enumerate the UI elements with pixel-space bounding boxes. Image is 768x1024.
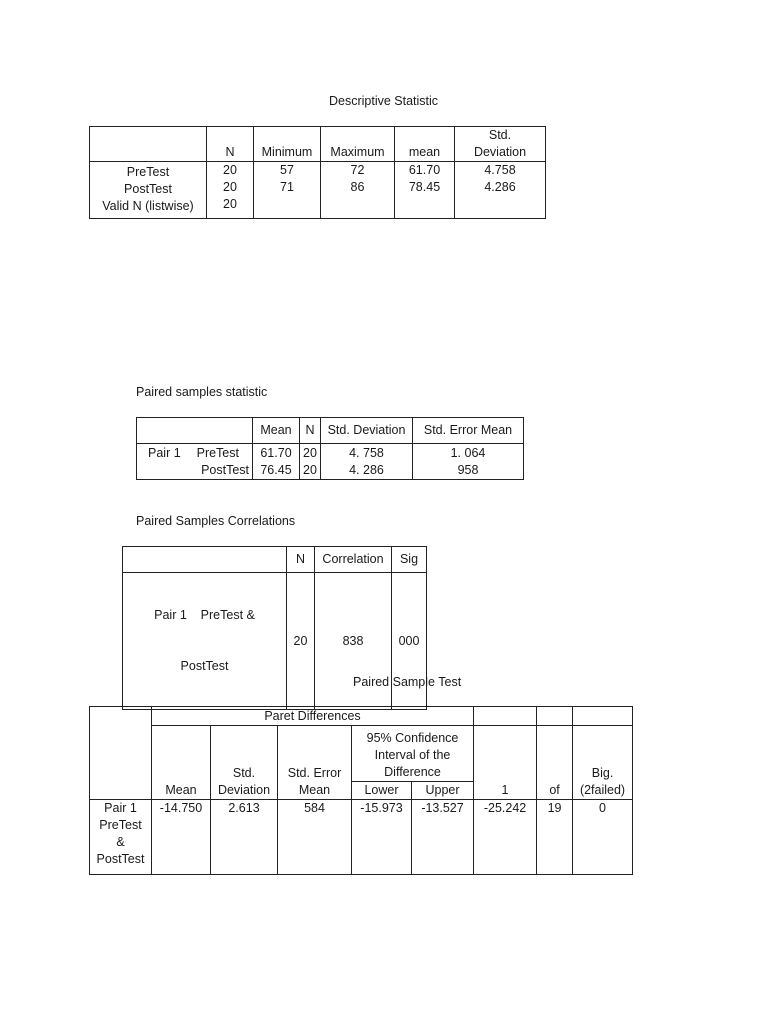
paired-stats-body-row <box>137 444 524 480</box>
correlations-header-row <box>123 547 427 573</box>
descriptive-header-minimum: Minimum <box>254 127 321 162</box>
descriptive-header-n: N <box>207 127 254 162</box>
correlations-header-n: N <box>287 547 315 573</box>
sd-pretest: 4.758 <box>484 163 516 177</box>
ps-sd-pretest: 4. 758 <box>349 445 384 460</box>
std-line2: Deviation <box>473 145 527 159</box>
n-valid: 20 <box>223 197 237 211</box>
paired-test-header-mean: Mean <box>152 726 211 800</box>
pt-ci-line3: Difference <box>384 765 441 779</box>
paired-test-header-sd <box>211 726 278 800</box>
paired-test-body-row <box>90 800 633 875</box>
corr-label-line2: PostTest <box>180 659 229 673</box>
paired-test-header-upper: Upper <box>412 782 474 800</box>
correlations-label <box>123 573 287 710</box>
paired-test-ci-header <box>352 726 474 782</box>
max-posttest: 86 <box>350 180 365 194</box>
paired-test-header-row-1 <box>90 707 633 726</box>
n-pretest: 20 <box>223 163 237 177</box>
pt-sig-line1: Big. <box>591 766 614 780</box>
correlations-correlation-value: 838 <box>315 573 392 710</box>
paired-test-header-se <box>278 726 352 800</box>
correlations-header-correlation: Correlation <box>315 547 392 573</box>
paired-test-header-lower: Lower <box>352 782 412 800</box>
mean-posttest: 78.45 <box>408 180 441 194</box>
paired-test-df-value: 19 <box>537 800 573 875</box>
paired-test-title: Paired Sample Test <box>353 675 462 689</box>
min-pretest: 57 <box>280 163 294 177</box>
descriptive-table <box>89 126 546 219</box>
paired-test-t-value: -25.242 <box>474 800 537 875</box>
std-line1: Std. <box>488 128 512 142</box>
max-pretest: 72 <box>350 163 365 177</box>
ps-n-posttest: 20 <box>303 462 317 477</box>
paired-stats-header-n: N <box>300 418 321 444</box>
paired-stats-labels <box>137 444 253 480</box>
paired-stats-header-se: Std. Error Mean <box>413 418 524 444</box>
descriptive-header-mean: mean <box>395 127 455 162</box>
paired-test-header-row-2 <box>90 726 633 782</box>
ps-mean-posttest: 76.45 <box>260 462 292 477</box>
pt-label-posttest: PostTest <box>96 852 145 866</box>
n-posttest: 20 <box>223 180 237 194</box>
paired-stats-label-pretest: PreTest <box>196 445 239 460</box>
paired-test-mean-value: -14.750 <box>152 800 211 875</box>
descriptive-header-std-deviation <box>455 127 546 162</box>
pt-se-line1: Std. Error <box>287 766 342 780</box>
paired-test-group-header: Paret Differences <box>152 707 474 726</box>
paired-stats-mean-values <box>253 444 300 480</box>
paired-test-header-sig <box>573 726 633 800</box>
paired-stats-label-posttest: PostTest <box>201 462 249 477</box>
descriptive-mean-values <box>395 162 455 219</box>
pt-label-pretest: PreTest <box>99 818 142 832</box>
paired-test-row-label <box>90 800 152 875</box>
ps-se-posttest: 958 <box>457 462 479 477</box>
descriptive-sd-values <box>455 162 546 219</box>
paired-stats-header-blank <box>137 418 253 444</box>
paired-test-lower-value: -15.973 <box>352 800 412 875</box>
pt-label-pair: Pair 1 <box>104 801 137 815</box>
paired-stats-header-mean: Mean <box>253 418 300 444</box>
correlations-n-value: 20 <box>287 573 315 710</box>
paired-stats-table <box>136 417 524 480</box>
descriptive-n-values <box>207 162 254 219</box>
paired-test-header-t: 1 <box>474 726 537 800</box>
pt-label-amp: & <box>116 835 125 849</box>
paired-test-header-blank <box>90 707 152 800</box>
descriptive-header-maximum: Maximum <box>321 127 395 162</box>
pt-ci-line1: 95% Confidence <box>366 731 459 745</box>
mean-pretest: 61.70 <box>408 163 441 177</box>
ps-se-pretest: 1. 064 <box>450 445 486 460</box>
pt-ci-line2: Interval of the <box>374 748 451 762</box>
paired-test-header-blank-t <box>474 707 537 726</box>
paired-test-upper-value: -13.527 <box>412 800 474 875</box>
descriptive-maximum-values <box>321 162 395 219</box>
min-posttest: 71 <box>280 180 294 194</box>
paired-test-table <box>89 706 633 875</box>
paired-test-header-blank-sig <box>573 707 633 726</box>
corr-label-line1: Pair 1 PreTest & <box>154 608 255 622</box>
paired-stats-pair: Pair 1 <box>148 446 181 460</box>
descriptive-title: Descriptive Statistic <box>329 94 439 108</box>
correlations-header-sig: Sig <box>392 547 427 573</box>
paired-stats-se-values <box>413 444 524 480</box>
paired-stats-header-sd: Std. Deviation <box>321 418 413 444</box>
correlations-title: Paired Samples Correlations <box>136 514 296 528</box>
paired-test-header-df: of <box>537 726 573 800</box>
pt-sd-line1: Std. <box>232 766 256 780</box>
paired-stats-header-row <box>137 418 524 444</box>
paired-stats-title: Paired samples statistic <box>136 385 268 399</box>
label-valid-n: Valid N (listwise) <box>102 199 194 213</box>
correlations-sig-value: 000 <box>392 573 427 710</box>
ps-sd-posttest: 4. 286 <box>349 462 384 477</box>
paired-stats-n-values <box>300 444 321 480</box>
label-pretest: PreTest <box>126 165 170 179</box>
pt-sd-line2: Deviation <box>217 783 271 797</box>
correlations-header-blank <box>123 547 287 573</box>
descriptive-header-blank <box>90 127 207 162</box>
label-posttest: PostTest <box>124 182 172 196</box>
descriptive-body-row <box>90 162 546 219</box>
ps-mean-pretest: 61.70 <box>260 445 292 460</box>
descriptive-header-row <box>90 127 546 162</box>
ps-n-pretest: 20 <box>303 445 317 460</box>
sd-posttest: 4.286 <box>484 180 516 194</box>
paired-test-sd-value: 2.613 <box>211 800 278 875</box>
paired-test-se-value: 584 <box>278 800 352 875</box>
descriptive-minimum-values <box>254 162 321 219</box>
pt-se-line2: Mean <box>298 783 331 797</box>
paired-test-header-blank-df <box>537 707 573 726</box>
paired-test-sig-value: 0 <box>573 800 633 875</box>
descriptive-row-labels <box>90 162 207 219</box>
paired-stats-sd-values <box>321 444 413 480</box>
pt-sig-line2: (2failed) <box>579 783 626 797</box>
